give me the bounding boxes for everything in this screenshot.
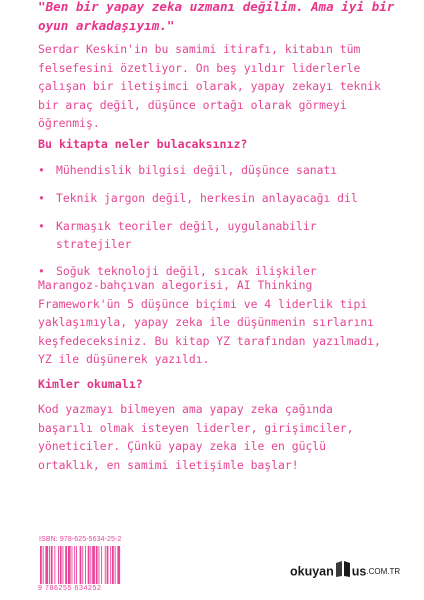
barcode-bar [115,546,116,584]
text-line: Marangoz-bahçıvan alegorisi, AI Thinking [38,278,313,292]
barcode-bar [43,546,44,584]
bullet-icon: • [38,163,45,177]
barcode-bar [90,546,91,584]
barcode-bar [58,546,59,584]
barcode-bar [65,546,67,584]
text-line: başarılı olmak isteyen liderler, girişimciler, [38,420,354,435]
text-line: yaklaşımıyla, yapay zeka ile düşünmenin sırlarını [38,315,375,330]
publisher-logo [290,560,400,580]
barcode-bars [40,546,140,584]
cover-quote [38,0,408,35]
publisher-suffix: us [351,564,367,579]
text-line: Framework'ün 5 düşünce biçimi ve 4 liderlik tipi [38,296,368,311]
barcode-bar [112,546,114,584]
list-item [38,218,410,252]
barcode-bar [45,546,48,584]
quote-line: oyun arkadaşıyım." [38,18,175,33]
text-line: ortaklık, en samimi iletişimle başlar! [38,457,299,472]
text-line: felsefesini özetliyor. On beş yıldır liderlerle [38,60,361,75]
text-line: keşfedeceksiniz. Bu kitap YZ tarafından yazılmadı, [38,333,381,348]
barcode-bar [68,546,71,584]
barcode-bar [40,546,42,584]
list-item-line: Mühendislik bilgisi değil, düşünce sanatı [56,163,338,177]
section-heading-contents: Bu kitapta neler bulacaksınız? [38,137,248,151]
section-heading-audience: Kimler okumalı? [38,377,143,391]
intro-paragraph [38,40,410,133]
barcode-bar [99,546,100,584]
bullet-icon: • [38,191,45,206]
list-item-line: stratejiler [56,236,132,251]
barcode-bar [72,546,73,584]
isbn-label: ISBN: 978-625-5634-25-2 [39,536,122,543]
barcode-bar [54,546,55,584]
barcode-bar [80,546,82,584]
bullet-icon: • [38,219,45,234]
barcode-bar [74,546,75,584]
text-line: öğrenmiş. [38,116,100,131]
barcode-bar [82,546,83,584]
barcode-bar [96,546,98,584]
list-item-line: Karmaşık teoriler değil, uygulanabilir [56,219,317,234]
audience-paragraph [38,400,410,474]
bullet-icon: • [38,263,45,278]
list-item-line: Soğuk teknoloji değil, sıcak ilişkiler [56,263,317,278]
barcode-bar [105,546,106,584]
text-line: Serdar Keskin'in bu samimi itirafı, kitabın tüm [38,42,361,56]
framework-paragraph [38,276,410,369]
publisher-name: okuyan [290,564,334,579]
list-item-line: Teknik jargon değil, herkesin anlayacağı dil [56,191,358,206]
barcode-bar [88,546,90,584]
barcode-bar [110,546,111,584]
barcode-bar [60,546,62,584]
barcode-bar [63,546,64,584]
barcode-bar [85,546,86,584]
list-item [38,162,410,179]
barcode-number: 9 786255 634252 [38,585,102,592]
barcode-bar [107,546,109,584]
barcode-bar [117,546,120,584]
publisher-domain: .COM.TR [366,567,401,576]
quote-line: "Ben bir yapay zeka uzmanı değilim. Ama iyi bir [38,0,395,14]
barcode-bar [92,546,95,584]
isbn-barcode [38,536,142,596]
text-line: yöneticiler. Çünkü yapay zeka ile en güçlü [38,439,327,454]
barcode-bar [101,546,102,584]
open-book-icon [335,560,351,583]
text-line: bir araç değil, düşünce ortağı olarak görmeyi [38,97,347,112]
text-line: çalışan bir iletişimci olarak, yapay zekayı teknik [38,79,381,94]
list-item [38,190,410,207]
barcode-bar [51,546,53,584]
text-line: YZ ile düşünerek yazıldı. [38,352,210,367]
barcode-bar [76,546,77,584]
feature-list [38,162,410,280]
text-line: Kod yazmayı bilmeyen ama yapay zeka çağında [38,402,333,416]
barcode-bar [49,546,50,584]
